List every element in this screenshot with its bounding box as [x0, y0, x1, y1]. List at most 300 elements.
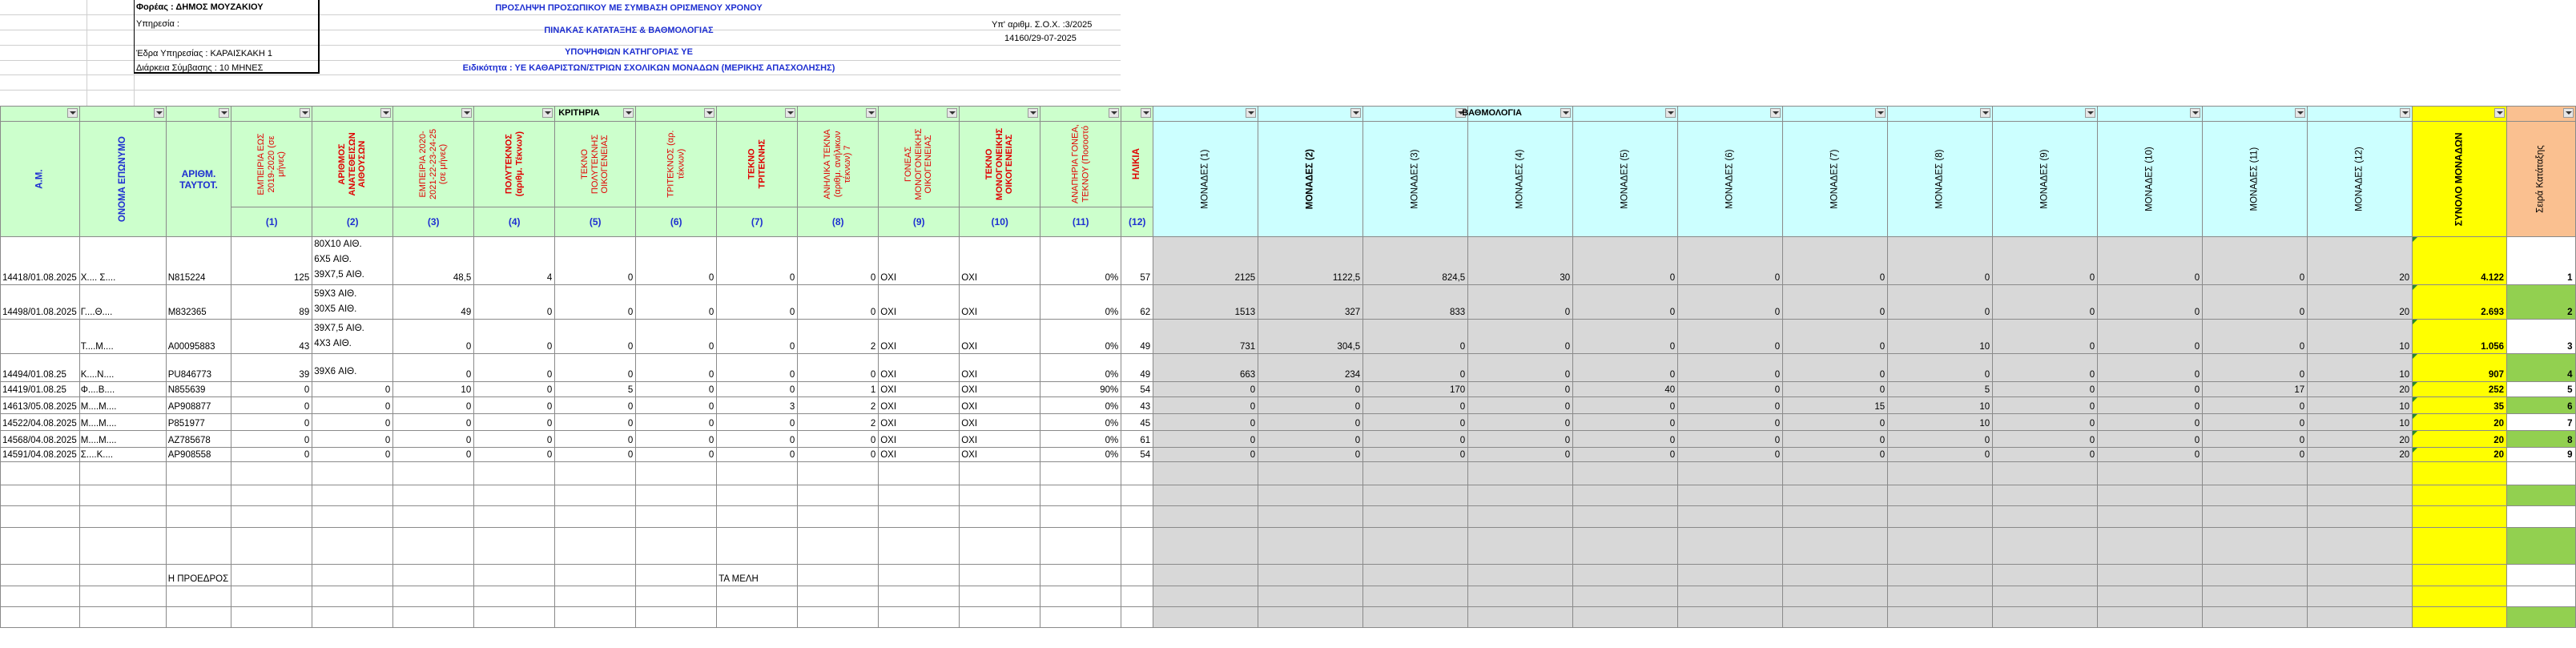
empty-cell[interactable] — [312, 462, 393, 485]
empty-cell[interactable] — [2203, 565, 2308, 586]
empty-cell[interactable] — [1258, 506, 1363, 528]
empty-cell[interactable] — [960, 528, 1040, 565]
empty-cell[interactable] — [1888, 506, 1993, 528]
empty-cell[interactable] — [1, 506, 80, 528]
cell-c9[interactable]: ΟΧΙ — [879, 320, 960, 354]
cell-c12[interactable]: 43 — [1121, 397, 1153, 414]
cell-m4[interactable]: 0 — [1468, 354, 1573, 382]
empty-cell[interactable] — [879, 462, 960, 485]
cell-c6[interactable]: 0 — [636, 382, 717, 397]
cell-m8[interactable]: 10 — [1888, 397, 1993, 414]
cell-m3[interactable]: 824,5 — [1363, 237, 1468, 285]
empty-cell[interactable] — [231, 565, 312, 586]
cell-c5[interactable]: 5 — [555, 382, 636, 397]
filter-dropdown-m9[interactable] — [2085, 108, 2095, 118]
cell-m6[interactable]: 0 — [1678, 354, 1783, 382]
empty-cell[interactable] — [1153, 506, 1258, 528]
cell-c11[interactable]: 0% — [1040, 354, 1121, 382]
cell-c1[interactable]: 39 — [231, 354, 312, 382]
empty-cell[interactable] — [393, 565, 474, 586]
cell-am[interactable]: 14494/01.08.25 — [1, 354, 80, 382]
cell-c5[interactable]: 0 — [555, 397, 636, 414]
empty-cell[interactable] — [2308, 586, 2413, 607]
cell-c3[interactable]: 0 — [393, 397, 474, 414]
cell-c9[interactable]: ΟΧΙ — [879, 237, 960, 285]
cell-m12[interactable]: 20 — [2308, 448, 2413, 462]
empty-cell[interactable] — [79, 462, 166, 485]
empty-cell[interactable] — [166, 586, 231, 607]
cell-rank[interactable]: 5 — [2507, 382, 2576, 397]
empty-cell[interactable] — [2098, 506, 2203, 528]
empty-cell[interactable] — [393, 586, 474, 607]
cell-c5[interactable]: 0 — [555, 285, 636, 320]
cell-m1[interactable]: 0 — [1153, 382, 1258, 397]
empty-cell[interactable] — [1468, 565, 1573, 586]
cell-c11[interactable]: 0% — [1040, 285, 1121, 320]
empty-cell[interactable] — [798, 506, 879, 528]
cell-m4[interactable]: 0 — [1468, 397, 1573, 414]
cell-m12[interactable]: 20 — [2308, 285, 2413, 320]
empty-cell[interactable] — [1783, 506, 1888, 528]
cell-m4[interactable]: 0 — [1468, 431, 1573, 448]
empty-cell[interactable] — [1783, 607, 1888, 628]
cell-m10[interactable]: 0 — [2098, 237, 2203, 285]
cell-rank[interactable]: 7 — [2507, 414, 2576, 431]
cell-c2[interactable] — [312, 320, 393, 354]
empty-cell[interactable] — [1783, 586, 1888, 607]
cell-m6[interactable]: 0 — [1678, 414, 1783, 431]
cell-c10[interactable]: ΟΧΙ — [960, 237, 1040, 285]
cell-c3[interactable]: 10 — [393, 382, 474, 397]
cell-id[interactable]: N815224 — [166, 237, 231, 285]
empty-cell[interactable] — [1040, 485, 1121, 506]
empty-cell[interactable] — [636, 607, 717, 628]
empty-cell[interactable] — [2507, 565, 2576, 586]
cell-m1[interactable]: 0 — [1153, 414, 1258, 431]
empty-cell[interactable] — [1888, 462, 1993, 485]
cell-id[interactable]: M832365 — [166, 285, 231, 320]
cell-c11[interactable]: 0% — [1040, 237, 1121, 285]
cell-m3[interactable]: 0 — [1363, 414, 1468, 431]
empty-cell[interactable] — [474, 607, 555, 628]
cell-c11[interactable]: 0% — [1040, 414, 1121, 431]
empty-cell[interactable] — [2413, 506, 2507, 528]
cell-m6[interactable]: 0 — [1678, 320, 1783, 354]
cell-m3[interactable]: 0 — [1363, 448, 1468, 462]
empty-cell[interactable] — [1040, 607, 1121, 628]
empty-cell[interactable] — [879, 586, 960, 607]
cell-total[interactable] — [2413, 237, 2507, 285]
cell-m9[interactable]: 0 — [1993, 397, 2098, 414]
filter-dropdown-m1[interactable] — [1246, 108, 1256, 118]
filter-dropdown-c9[interactable] — [947, 108, 957, 118]
empty-cell[interactable] — [1573, 586, 1678, 607]
cell-rank[interactable]: 1 — [2507, 237, 2576, 285]
cell-m1[interactable]: 663 — [1153, 354, 1258, 382]
empty-cell[interactable] — [166, 485, 231, 506]
cell-id[interactable]: AP908558 — [166, 448, 231, 462]
cell-total[interactable] — [2413, 354, 2507, 382]
cell-m9[interactable]: 0 — [1993, 431, 2098, 448]
cell-c12[interactable]: 49 — [1121, 354, 1153, 382]
cell-am[interactable]: 14591/04.08.2025 — [1, 448, 80, 462]
empty-cell[interactable] — [1, 586, 80, 607]
cell-c2[interactable] — [312, 285, 393, 320]
empty-cell[interactable] — [79, 528, 166, 565]
empty-cell[interactable] — [1040, 565, 1121, 586]
cell-m7[interactable]: 0 — [1783, 448, 1888, 462]
cell-m2[interactable]: 1122,5 — [1258, 237, 1363, 285]
cell-c6[interactable]: 0 — [636, 285, 717, 320]
cell-name[interactable]: Μ....Μ.... — [79, 414, 166, 431]
cell-c4[interactable]: 0 — [474, 354, 555, 382]
cell-total[interactable] — [2413, 285, 2507, 320]
filter-dropdown-m8[interactable] — [1980, 108, 1990, 118]
filter-dropdown-c5[interactable] — [623, 108, 634, 118]
empty-cell[interactable] — [2308, 565, 2413, 586]
cell-rank[interactable]: 9 — [2507, 448, 2576, 462]
filter-dropdown-total[interactable] — [2494, 108, 2505, 118]
cell-c9[interactable]: ΟΧΙ — [879, 354, 960, 382]
empty-cell[interactable] — [474, 506, 555, 528]
cell-m11[interactable]: 0 — [2203, 354, 2308, 382]
empty-cell[interactable] — [1363, 565, 1468, 586]
cell-total[interactable] — [2413, 382, 2507, 397]
filter-dropdown-m10[interactable] — [2190, 108, 2200, 118]
cell-m12[interactable]: 10 — [2308, 354, 2413, 382]
cell-c8[interactable]: 1 — [798, 382, 879, 397]
filter-dropdown-c12[interactable] — [1141, 108, 1151, 118]
cell-m8[interactable]: 0 — [1888, 237, 1993, 285]
cell-c4[interactable]: 0 — [474, 448, 555, 462]
cell-m7[interactable]: 0 — [1783, 431, 1888, 448]
cell-m8[interactable]: 0 — [1888, 448, 1993, 462]
empty-cell[interactable] — [1, 462, 80, 485]
cell-rank[interactable]: 8 — [2507, 431, 2576, 448]
cell-c9[interactable]: ΟΧΙ — [879, 414, 960, 431]
cell-m10[interactable]: 0 — [2098, 431, 2203, 448]
empty-cell[interactable] — [312, 586, 393, 607]
cell-c7[interactable]: 0 — [717, 320, 798, 354]
cell-c6[interactable]: 0 — [636, 397, 717, 414]
empty-cell[interactable] — [79, 485, 166, 506]
empty-cell[interactable] — [1363, 485, 1468, 506]
filter-dropdown-am[interactable] — [67, 108, 78, 118]
empty-cell[interactable] — [960, 485, 1040, 506]
cell-m8[interactable]: 10 — [1888, 414, 1993, 431]
filter-dropdown-c2[interactable] — [380, 108, 391, 118]
cell-m2[interactable]: 0 — [1258, 382, 1363, 397]
cell-name[interactable]: Γ....Θ.... — [79, 285, 166, 320]
cell-id[interactable]: N855639 — [166, 382, 231, 397]
empty-cell[interactable] — [1153, 565, 1258, 586]
cell-rank[interactable]: 2 — [2507, 285, 2576, 320]
cell-c3[interactable]: 0 — [393, 320, 474, 354]
empty-cell[interactable] — [79, 506, 166, 528]
cell-c8[interactable]: 2 — [798, 397, 879, 414]
empty-cell[interactable] — [1678, 506, 1783, 528]
empty-cell[interactable] — [1573, 607, 1678, 628]
cell-c1[interactable]: 0 — [231, 448, 312, 462]
cell-c5[interactable]: 0 — [555, 448, 636, 462]
empty-cell[interactable] — [1573, 485, 1678, 506]
empty-cell[interactable] — [79, 586, 166, 607]
filter-dropdown-m11[interactable] — [2295, 108, 2305, 118]
empty-cell[interactable] — [1993, 506, 2098, 528]
cell-c7[interactable]: 3 — [717, 397, 798, 414]
cell-rank[interactable]: 6 — [2507, 397, 2576, 414]
cell-c4[interactable]: 0 — [474, 285, 555, 320]
cell-m7[interactable]: 15 — [1783, 397, 1888, 414]
empty-cell[interactable] — [717, 528, 798, 565]
cell-m2[interactable]: 0 — [1258, 448, 1363, 462]
cell-m11[interactable]: 0 — [2203, 320, 2308, 354]
cell-m11[interactable]: 17 — [2203, 382, 2308, 397]
empty-cell[interactable] — [2203, 586, 2308, 607]
cell-total[interactable] — [2413, 397, 2507, 414]
empty-cell[interactable] — [393, 607, 474, 628]
empty-cell[interactable] — [1, 528, 80, 565]
cell-c5[interactable]: 0 — [555, 354, 636, 382]
empty-cell[interactable] — [2203, 528, 2308, 565]
cell-name[interactable]: Φ....Β.... — [79, 382, 166, 397]
cell-m9[interactable]: 0 — [1993, 320, 2098, 354]
empty-cell[interactable] — [1783, 485, 1888, 506]
empty-cell[interactable] — [2203, 462, 2308, 485]
empty-cell[interactable] — [1993, 586, 2098, 607]
cell-m4[interactable]: 0 — [1468, 320, 1573, 354]
cell-m11[interactable]: 0 — [2203, 237, 2308, 285]
cell-m7[interactable]: 0 — [1783, 237, 1888, 285]
empty-cell[interactable] — [312, 485, 393, 506]
filter-dropdown-c3[interactable] — [461, 108, 472, 118]
cell-m5[interactable]: 0 — [1573, 237, 1678, 285]
empty-cell[interactable] — [1258, 565, 1363, 586]
empty-cell[interactable] — [2308, 506, 2413, 528]
empty-cell[interactable] — [2308, 462, 2413, 485]
empty-cell[interactable] — [2098, 565, 2203, 586]
cell-m10[interactable]: 0 — [2098, 285, 2203, 320]
empty-cell[interactable] — [2507, 528, 2576, 565]
empty-cell[interactable] — [2507, 586, 2576, 607]
cell-c2[interactable] — [312, 448, 393, 462]
cell-c7[interactable]: 0 — [717, 382, 798, 397]
cell-m9[interactable]: 0 — [1993, 414, 2098, 431]
cell-c3[interactable]: 0 — [393, 414, 474, 431]
cell-c4[interactable]: 0 — [474, 414, 555, 431]
empty-cell[interactable] — [1993, 565, 2098, 586]
cell-c1[interactable]: 125 — [231, 237, 312, 285]
cell-c2[interactable] — [312, 354, 393, 382]
cell-c10[interactable]: ΟΧΙ — [960, 431, 1040, 448]
cell-id[interactable]: AZ785678 — [166, 431, 231, 448]
cell-m2[interactable]: 0 — [1258, 414, 1363, 431]
cell-name[interactable]: Τ....Μ.... — [79, 320, 166, 354]
cell-c3[interactable]: 0 — [393, 354, 474, 382]
cell-name[interactable]: Σ....Κ.... — [79, 448, 166, 462]
empty-cell[interactable] — [1993, 607, 2098, 628]
cell-c5[interactable]: 0 — [555, 414, 636, 431]
filter-dropdown-m7[interactable] — [1875, 108, 1886, 118]
cell-m10[interactable]: 0 — [2098, 382, 2203, 397]
empty-cell[interactable] — [1993, 528, 2098, 565]
cell-m9[interactable]: 0 — [1993, 448, 2098, 462]
cell-m3[interactable]: 0 — [1363, 354, 1468, 382]
empty-cell[interactable] — [555, 485, 636, 506]
empty-cell[interactable] — [960, 586, 1040, 607]
cell-m5[interactable]: 0 — [1573, 414, 1678, 431]
cell-name[interactable]: Μ....Μ.... — [79, 397, 166, 414]
cell-m2[interactable]: 0 — [1258, 397, 1363, 414]
empty-cell[interactable] — [717, 462, 798, 485]
cell-c8[interactable]: 0 — [798, 237, 879, 285]
empty-cell[interactable] — [1573, 565, 1678, 586]
empty-cell[interactable] — [393, 462, 474, 485]
cell-c7[interactable]: 0 — [717, 237, 798, 285]
filter-dropdown-c8[interactable] — [866, 108, 876, 118]
empty-cell[interactable] — [231, 528, 312, 565]
cell-m9[interactable]: 0 — [1993, 237, 2098, 285]
empty-cell[interactable] — [79, 607, 166, 628]
cell-m12[interactable]: 20 — [2308, 237, 2413, 285]
empty-cell[interactable] — [1888, 528, 1993, 565]
cell-c11[interactable]: 0% — [1040, 397, 1121, 414]
empty-cell[interactable] — [312, 528, 393, 565]
cell-c10[interactable]: ΟΧΙ — [960, 320, 1040, 354]
filter-dropdown-m6[interactable] — [1770, 108, 1781, 118]
empty-cell[interactable] — [166, 462, 231, 485]
cell-m4[interactable]: 0 — [1468, 414, 1573, 431]
empty-cell[interactable] — [555, 506, 636, 528]
filter-dropdown-c11[interactable] — [1109, 108, 1119, 118]
cell-c10[interactable]: ΟΧΙ — [960, 448, 1040, 462]
empty-cell[interactable] — [1678, 607, 1783, 628]
empty-cell[interactable] — [879, 565, 960, 586]
empty-cell[interactable] — [2507, 485, 2576, 506]
empty-cell[interactable] — [474, 485, 555, 506]
empty-cell[interactable] — [2098, 485, 2203, 506]
empty-cell[interactable] — [2413, 586, 2507, 607]
cell-m3[interactable]: 0 — [1363, 320, 1468, 354]
empty-cell[interactable] — [798, 565, 879, 586]
empty-cell[interactable] — [1468, 485, 1573, 506]
cell-c10[interactable]: ΟΧΙ — [960, 382, 1040, 397]
cell-am[interactable]: 14613/05.08.2025 — [1, 397, 80, 414]
cell-id[interactable]: A00095883 — [166, 320, 231, 354]
cell-m6[interactable]: 0 — [1678, 285, 1783, 320]
empty-cell[interactable] — [1573, 528, 1678, 565]
cell-c7[interactable]: 0 — [717, 354, 798, 382]
cell-c4[interactable]: 0 — [474, 320, 555, 354]
empty-cell[interactable] — [474, 586, 555, 607]
empty-cell[interactable] — [798, 607, 879, 628]
cell-c10[interactable]: ΟΧΙ — [960, 414, 1040, 431]
empty-cell[interactable] — [1888, 607, 1993, 628]
cell-m10[interactable]: 0 — [2098, 354, 2203, 382]
cell-c11[interactable]: 0% — [1040, 320, 1121, 354]
cell-m11[interactable]: 0 — [2203, 414, 2308, 431]
empty-cell[interactable] — [231, 586, 312, 607]
cell-c1[interactable]: 43 — [231, 320, 312, 354]
cell-c4[interactable]: 4 — [474, 237, 555, 285]
cell-m5[interactable]: 0 — [1573, 431, 1678, 448]
empty-cell[interactable] — [1040, 528, 1121, 565]
empty-cell[interactable] — [1363, 506, 1468, 528]
cell-c2[interactable] — [312, 237, 393, 285]
cell-c8[interactable]: 2 — [798, 320, 879, 354]
cell-c9[interactable]: ΟΧΙ — [879, 448, 960, 462]
empty-cell[interactable] — [2098, 607, 2203, 628]
empty-cell[interactable] — [1678, 528, 1783, 565]
cell-total[interactable] — [2413, 414, 2507, 431]
cell-m1[interactable]: 0 — [1153, 448, 1258, 462]
empty-cell[interactable] — [1363, 586, 1468, 607]
cell-m12[interactable]: 20 — [2308, 431, 2413, 448]
empty-cell[interactable] — [1121, 586, 1153, 607]
empty-cell[interactable] — [1258, 528, 1363, 565]
filter-dropdown-m2[interactable] — [1350, 108, 1361, 118]
empty-cell[interactable] — [1468, 462, 1573, 485]
cell-c11[interactable]: 0% — [1040, 448, 1121, 462]
empty-cell[interactable] — [2308, 607, 2413, 628]
empty-cell[interactable] — [2098, 528, 2203, 565]
empty-cell[interactable] — [312, 565, 393, 586]
cell-am[interactable]: 14418/01.08.2025 — [1, 237, 80, 285]
cell-c2[interactable] — [312, 397, 393, 414]
empty-cell[interactable] — [1573, 462, 1678, 485]
empty-cell[interactable] — [1, 565, 80, 586]
cell-c5[interactable]: 0 — [555, 431, 636, 448]
cell-c1[interactable]: 0 — [231, 431, 312, 448]
empty-cell[interactable] — [717, 485, 798, 506]
cell-m4[interactable]: 0 — [1468, 285, 1573, 320]
cell-m11[interactable]: 0 — [2203, 431, 2308, 448]
empty-cell[interactable] — [231, 506, 312, 528]
cell-c7[interactable]: 0 — [717, 448, 798, 462]
cell-m8[interactable]: 0 — [1888, 431, 1993, 448]
cell-am[interactable]: 14522/04.08.2025 — [1, 414, 80, 431]
empty-cell[interactable] — [717, 506, 798, 528]
empty-cell[interactable] — [1888, 586, 1993, 607]
cell-c12[interactable]: 54 — [1121, 382, 1153, 397]
empty-cell[interactable] — [2507, 607, 2576, 628]
empty-cell[interactable] — [1121, 462, 1153, 485]
empty-cell[interactable] — [1121, 506, 1153, 528]
cell-m12[interactable]: 10 — [2308, 320, 2413, 354]
cell-c1[interactable]: 0 — [231, 397, 312, 414]
empty-cell[interactable] — [798, 485, 879, 506]
empty-cell[interactable] — [2413, 607, 2507, 628]
cell-c9[interactable]: ΟΧΙ — [879, 382, 960, 397]
cell-m3[interactable]: 170 — [1363, 382, 1468, 397]
empty-cell[interactable] — [2203, 506, 2308, 528]
cell-m11[interactable]: 0 — [2203, 448, 2308, 462]
cell-c7[interactable]: 0 — [717, 414, 798, 431]
empty-cell[interactable] — [166, 506, 231, 528]
cell-m2[interactable]: 327 — [1258, 285, 1363, 320]
cell-c4[interactable]: 0 — [474, 382, 555, 397]
cell-c1[interactable]: 0 — [231, 414, 312, 431]
cell-c9[interactable]: ΟΧΙ — [879, 397, 960, 414]
empty-cell[interactable] — [474, 565, 555, 586]
cell-c2[interactable] — [312, 414, 393, 431]
empty-cell[interactable] — [2413, 565, 2507, 586]
empty-cell[interactable] — [636, 528, 717, 565]
empty-cell[interactable] — [879, 506, 960, 528]
cell-m3[interactable]: 0 — [1363, 397, 1468, 414]
cell-c2[interactable] — [312, 382, 393, 397]
cell-m6[interactable]: 0 — [1678, 431, 1783, 448]
